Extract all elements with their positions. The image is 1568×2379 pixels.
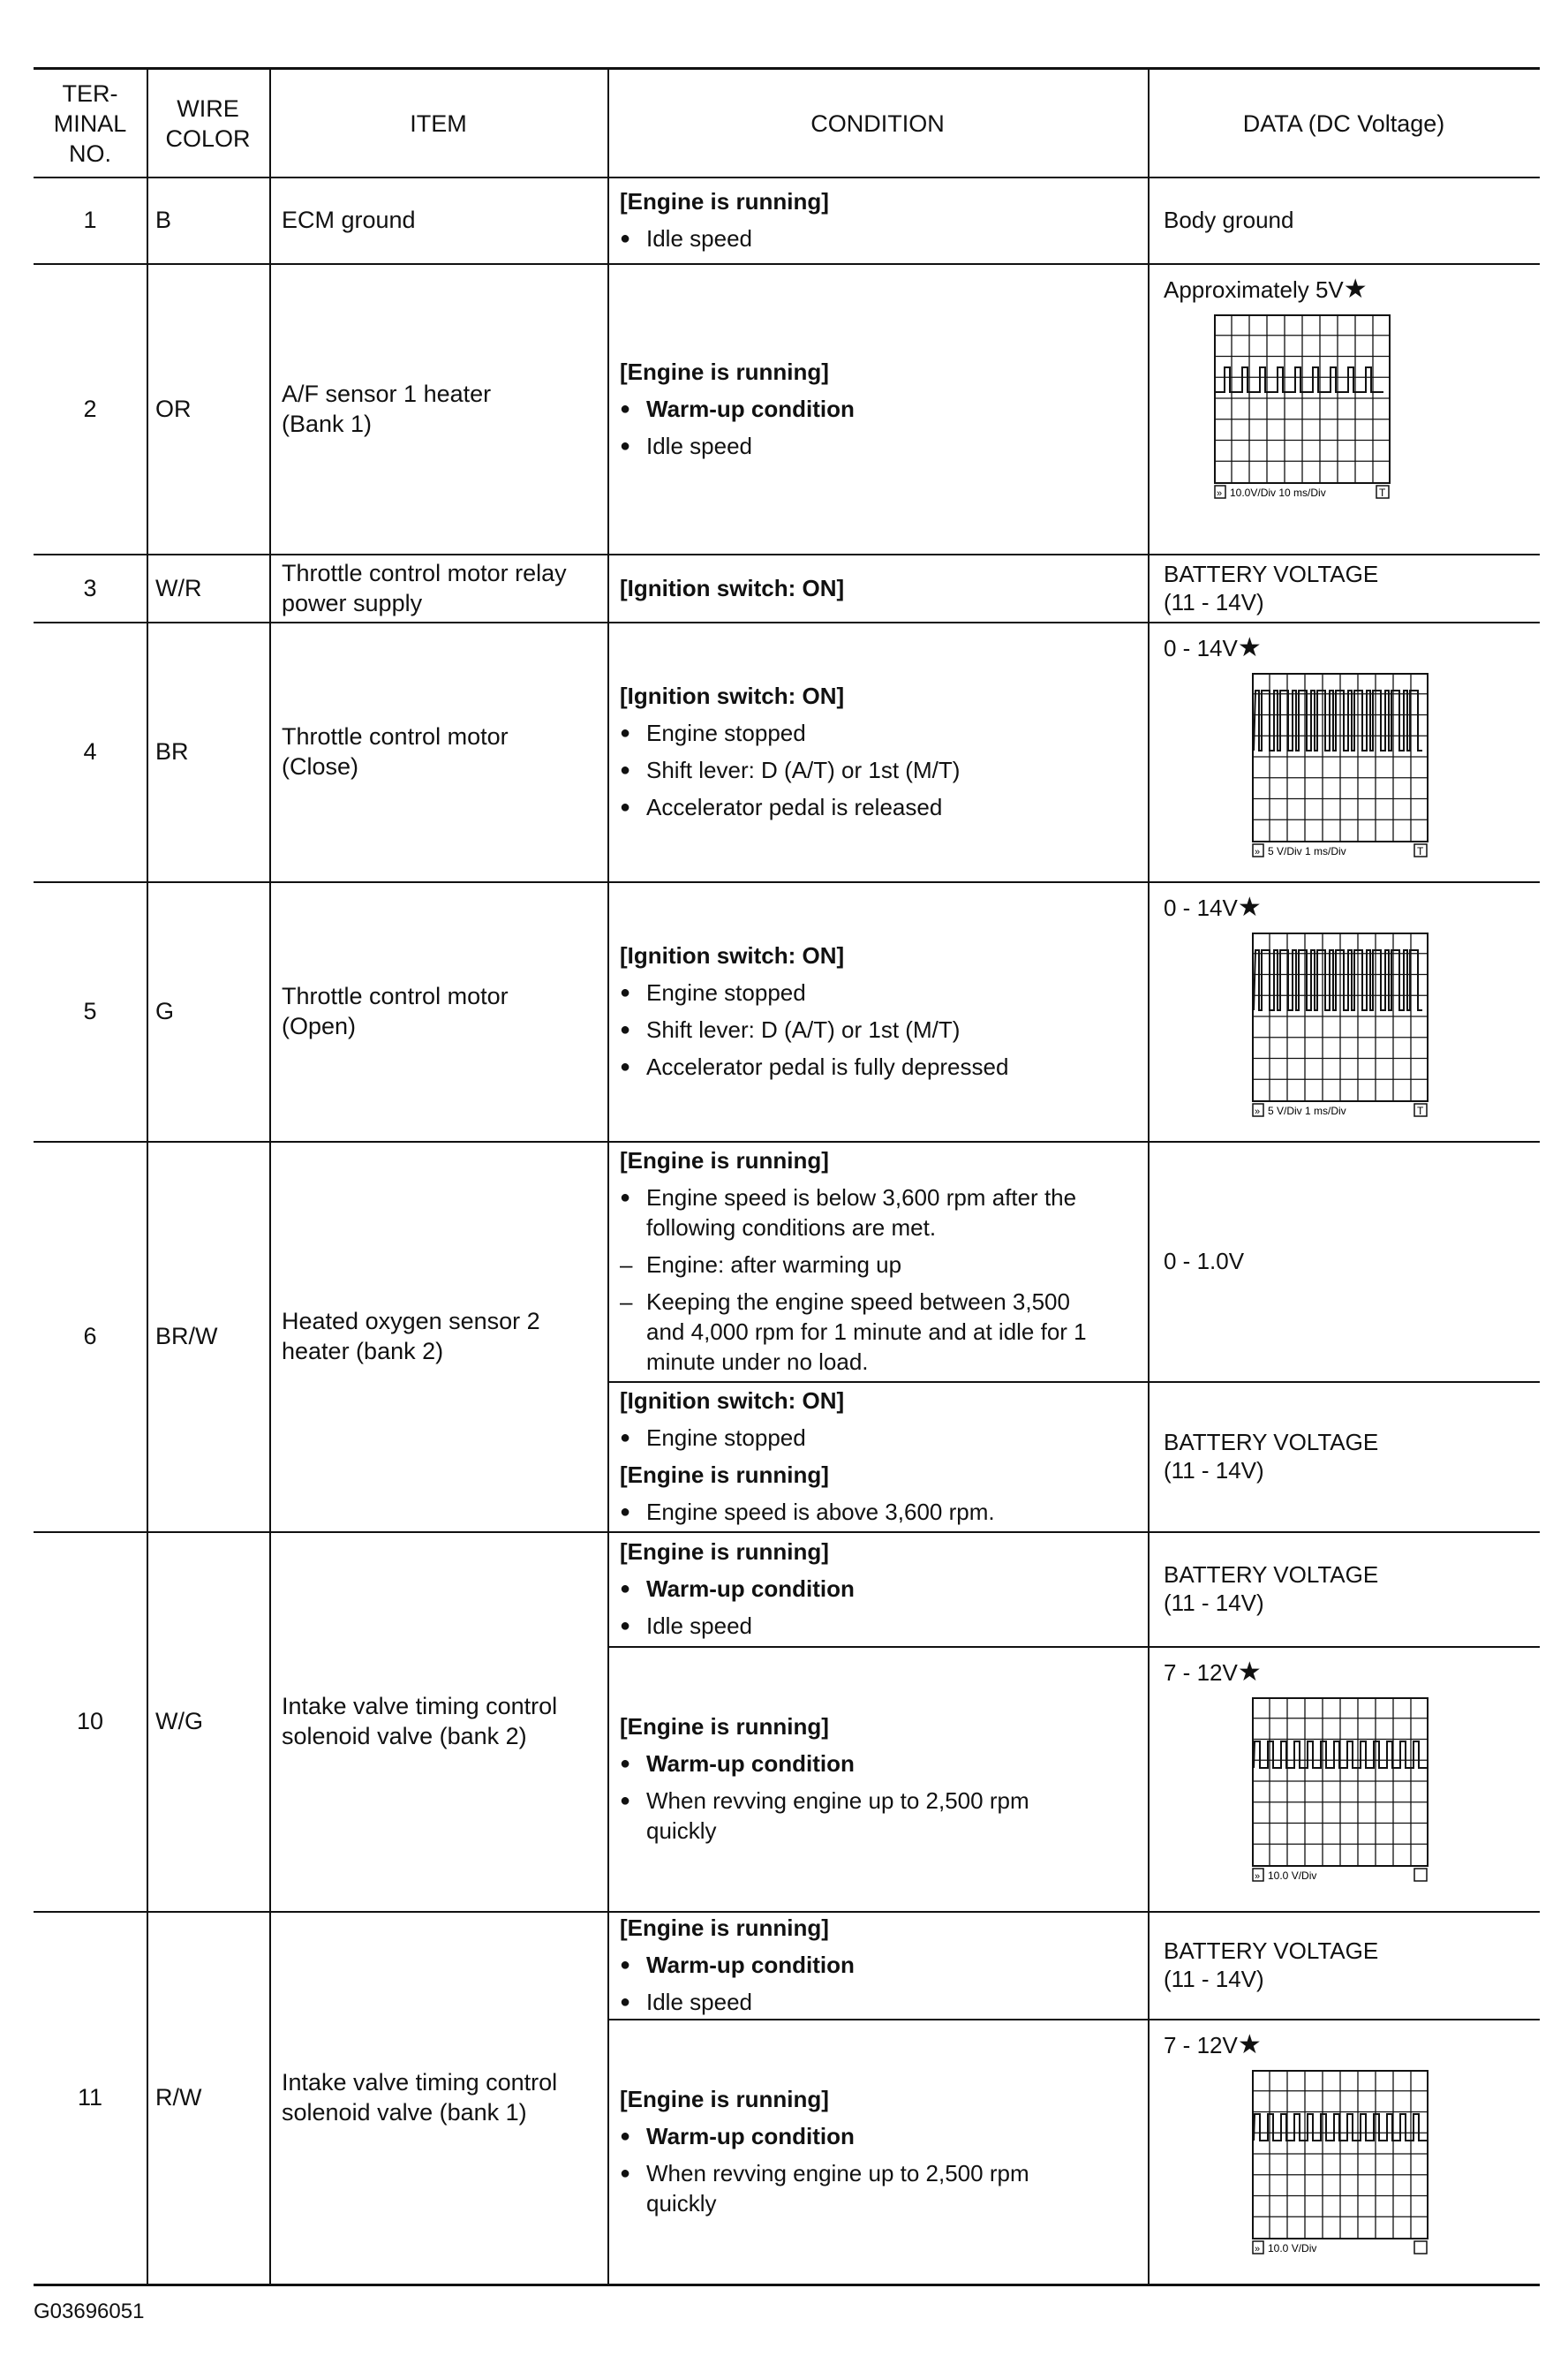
terminal-number: 6 xyxy=(83,1323,97,1349)
data-value: BATTERY VOLTAGE (11 - 14V) xyxy=(1164,560,1379,616)
item-name: ECM ground xyxy=(282,207,416,233)
condition-bullet: ● Warm-up condition xyxy=(620,2118,1139,2155)
condition-heading: [Ignition switch: ON] xyxy=(620,574,845,601)
item-name: Throttle control motor (Close) xyxy=(282,723,509,780)
condition-bullet: ● Engine stopped xyxy=(620,1419,1139,1456)
wire-color: W/G xyxy=(155,1708,203,1734)
condition-bullet: ● When revving engine up to 2,500 rpm quickly xyxy=(620,2158,1139,2218)
condition-bullet: ● Idle speed xyxy=(620,427,1139,464)
condition-bullet: ● Accelerator pedal is fully depressed xyxy=(620,1048,1139,1085)
condition-bullet: ● Idle speed xyxy=(620,1983,1139,2020)
wire-color: OR xyxy=(155,395,192,422)
wire-color: G xyxy=(155,998,175,1024)
header-terminal: TER- MINAL NO. xyxy=(53,80,127,167)
terminal-number: 1 xyxy=(83,207,97,233)
condition-bullet: ● Idle speed xyxy=(620,1607,1139,1644)
condition-bullet: ● When revving engine up to 2,500 rpm quickly xyxy=(620,1786,1139,1846)
wire-color: W/R xyxy=(155,574,202,601)
column-divider xyxy=(1148,67,1150,2284)
condition-bullet: ● Engine stopped xyxy=(620,974,1139,1011)
condition-cell xyxy=(620,1911,1139,2019)
terminal-number: 10 xyxy=(76,1708,104,1734)
terminal-number: 4 xyxy=(83,738,97,765)
svg-text:5 V/Div 1 ms/Div: 5 V/Div 1 ms/Div xyxy=(1268,845,1346,857)
oscilloscope-waveform xyxy=(1252,2070,1429,2262)
condition-bullet: ● Engine speed is above 3,600 rpm. xyxy=(620,1493,1139,1530)
data-value: BATTERY VOLTAGE (11 - 14V) xyxy=(1164,1561,1379,1616)
condition-cell xyxy=(620,1381,1139,1531)
condition-cell xyxy=(620,1141,1139,1381)
terminal-number: 3 xyxy=(83,574,97,601)
data-value: 7 - 12V★ xyxy=(1164,2030,1262,2059)
condition-cell xyxy=(620,177,1139,263)
wire-color: BR/W xyxy=(155,1323,218,1349)
item-name: Heated oxygen sensor 2 heater (bank 2) xyxy=(282,1308,540,1364)
reference-star-icon: ★ xyxy=(1343,275,1368,304)
condition-heading: [Engine is running] xyxy=(620,358,829,385)
condition-heading: [Engine is running] xyxy=(620,188,829,215)
item-name: Intake valve timing control solenoid valve (bank 1) xyxy=(282,2069,558,2126)
svg-text:10.0 V/Div: 10.0 V/Div xyxy=(1268,1869,1317,1882)
reference-star-icon: ★ xyxy=(1237,2030,1262,2059)
svg-text:10.0 V/Div: 10.0 V/Div xyxy=(1268,2242,1317,2254)
svg-text:»: » xyxy=(1255,1871,1261,1882)
svg-text:T: T xyxy=(1417,1105,1424,1117)
svg-text:»: » xyxy=(1217,488,1223,499)
row-divider xyxy=(34,2284,1540,2286)
condition-bullet: ● Accelerator pedal is released xyxy=(620,789,1139,826)
column-divider xyxy=(269,67,271,2284)
condition-bullet: ● Shift lever: D (A/T) or 1st (M/T) xyxy=(620,751,1139,789)
condition-cell xyxy=(620,881,1139,1141)
condition-dash-item: – Engine: after warming up xyxy=(620,1246,1139,1283)
svg-text:T: T xyxy=(1379,487,1386,499)
condition-bullet: ● Warm-up condition xyxy=(620,390,1139,427)
reference-star-icon: ★ xyxy=(1237,893,1262,922)
condition-bullet: ● Warm-up condition xyxy=(620,1570,1139,1607)
condition-cell xyxy=(620,622,1139,881)
condition-bullet: ● Warm-up condition xyxy=(620,1946,1139,1983)
column-divider xyxy=(607,67,609,2284)
terminal-number: 5 xyxy=(83,998,97,1024)
item-name: A/F sensor 1 heater (Bank 1) xyxy=(282,380,492,437)
condition-heading: [Ignition switch: ON] xyxy=(620,1387,845,1414)
svg-text:5 V/Div 1 ms/Div: 5 V/Div 1 ms/Div xyxy=(1268,1105,1346,1117)
header-item: ITEM xyxy=(410,110,467,137)
data-value: 0 - 14V★ xyxy=(1164,633,1262,662)
row-divider xyxy=(34,67,1540,70)
item-name: Throttle control motor (Open) xyxy=(282,983,509,1039)
condition-dash-item: – Keeping the engine speed between 3,500 and 4,000 rpm for 1 minute and at idle for 1 minute under no load. xyxy=(620,1287,1139,1377)
reference-star-icon: ★ xyxy=(1237,1658,1262,1687)
condition-heading: [Ignition switch: ON] xyxy=(620,683,845,709)
data-value: Approximately 5V★ xyxy=(1164,275,1368,304)
reference-star-icon: ★ xyxy=(1237,633,1262,662)
item-name: Throttle control motor relay power supply xyxy=(282,559,567,616)
svg-text:»: » xyxy=(1255,847,1261,857)
wire-color: BR xyxy=(155,738,189,765)
header-condition: CONDITION xyxy=(810,110,945,137)
condition-heading: [Engine is running] xyxy=(620,1461,829,1488)
condition-bullet: ● Warm-up condition xyxy=(620,1745,1139,1782)
svg-text:»: » xyxy=(1255,1106,1261,1117)
oscilloscope-waveform xyxy=(1252,1697,1429,1890)
condition-heading: [Engine is running] xyxy=(620,1915,829,1941)
terminal-table xyxy=(34,67,1540,2284)
condition-bullet: ● Idle speed xyxy=(620,220,1139,257)
data-value: Body ground xyxy=(1164,207,1294,233)
data-value: BATTERY VOLTAGE (11 - 14V) xyxy=(1164,1937,1379,1992)
condition-bullet: ● Engine stopped xyxy=(620,714,1139,751)
terminal-number: 2 xyxy=(83,395,97,422)
svg-text:T: T xyxy=(1417,845,1424,857)
svg-text:»: » xyxy=(1255,2244,1261,2254)
oscilloscope-waveform xyxy=(1252,673,1429,865)
header-data: DATA (DC Voltage) xyxy=(1242,110,1445,137)
figure-code: G03696051 xyxy=(34,2300,145,2323)
condition-bullet: ● Engine speed is below 3,600 rpm after the following conditions are met. xyxy=(620,1182,1139,1242)
oscilloscope-waveform xyxy=(1252,933,1429,1125)
data-value: 7 - 12V★ xyxy=(1164,1658,1262,1687)
condition-heading: [Engine is running] xyxy=(620,1147,829,1174)
condition-cell xyxy=(620,263,1139,554)
condition-cell xyxy=(620,2019,1139,2284)
terminal-number: 11 xyxy=(77,2084,103,2111)
condition-heading: [Engine is running] xyxy=(620,1713,829,1740)
data-value: BATTERY VOLTAGE (11 - 14V) xyxy=(1164,1429,1379,1484)
wire-color: B xyxy=(155,207,172,233)
item-name: Intake valve timing control solenoid valve (bank 2) xyxy=(282,1693,558,1749)
wire-color: R/W xyxy=(155,2084,202,2111)
condition-cell xyxy=(620,554,1139,622)
condition-heading: [Engine is running] xyxy=(620,2086,829,2112)
column-divider xyxy=(147,67,148,2284)
condition-cell xyxy=(620,1646,1139,1911)
svg-text:10.0V/Div 10 ms/Div: 10.0V/Div 10 ms/Div xyxy=(1230,487,1326,499)
condition-heading: [Ignition switch: ON] xyxy=(620,942,845,969)
oscilloscope-waveform xyxy=(1214,314,1391,507)
condition-cell xyxy=(620,1531,1139,1646)
data-value: 0 - 14V★ xyxy=(1164,893,1262,922)
header-wire: WIRE COLOR xyxy=(165,95,251,152)
condition-heading: [Engine is running] xyxy=(620,1538,829,1565)
data-value: 0 - 1.0V xyxy=(1164,1248,1245,1274)
condition-bullet: ● Shift lever: D (A/T) or 1st (M/T) xyxy=(620,1011,1139,1048)
